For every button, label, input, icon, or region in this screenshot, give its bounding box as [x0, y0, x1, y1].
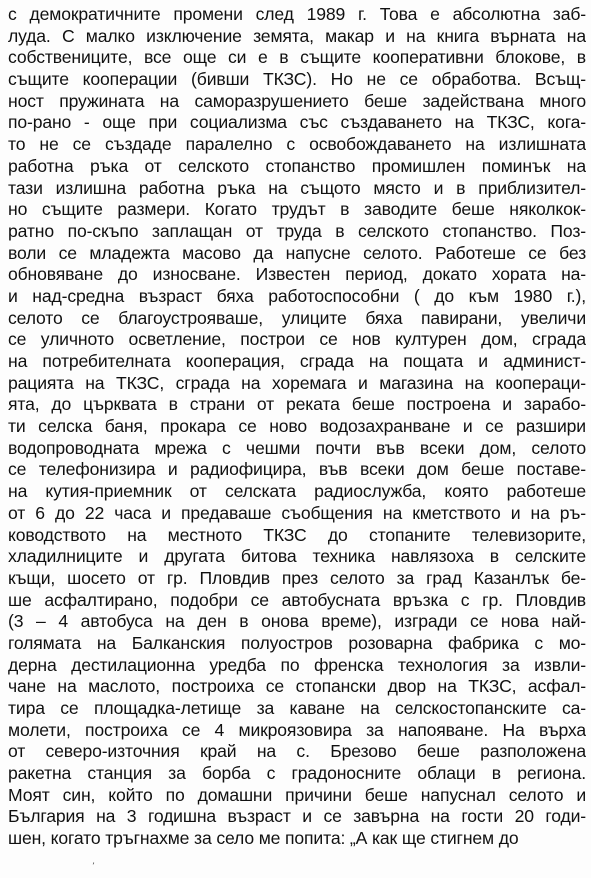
text-line: ратно по-скъпо заплащан от труда в селското стопанство. Поз- — [8, 220, 586, 241]
text-line: то не се създаде паралелно с освобождаването на излишната — [8, 134, 586, 155]
text-line: тира се площадка-летище за каване на селскостопанските са- — [8, 698, 586, 718]
text-line: обновяване до износване. Известен период, докато хората на- — [8, 264, 586, 285]
text-line: Моят син, който по домашни причини беше напуснал селото и — [8, 784, 586, 805]
text-line: се уличното осветление, построи се нов културен дом, сграда — [8, 329, 586, 350]
text-line: (3 – 4 автобуса на ден в онова време), изгради се нова най- — [8, 611, 586, 632]
text-line: водопроводната мрежа с чешми почти във всеки дом, селото — [8, 437, 586, 458]
text-line: тази излишна работна ръка на същото място и в приблизител- — [8, 177, 586, 198]
text-line: с демократичните промени след 1989 г. Това е абсолютна заб- — [8, 4, 586, 24]
text-line: и над-средна възраст бяха работоспособни ( до към 1980 г.), — [8, 285, 586, 306]
text-line: от 6 до 22 часа и предаваше съобщения на кметството и на ръ- — [8, 502, 586, 523]
text-line: ководството на местното ТКЗС до стопаните телевизорите, — [8, 524, 586, 545]
text-line: на кутия-приемник от селската радиослужба, която работеше — [8, 481, 586, 502]
text-line: от северо-източния край на с. Брезово беше разположена — [8, 741, 586, 762]
text-line: луда. С малко изключение земята, макар и на книга върната на — [8, 25, 586, 46]
text-line: по-рано - още при социализма със създаването на ТКЗС, кога- — [8, 112, 586, 133]
scan-speck: ʼ — [92, 862, 95, 872]
text-line: на потребителната кооперация, сграда на пощата и админист- — [8, 351, 586, 371]
body-text — [8, 4, 586, 850]
text-line: селото се благоустрояваше, улиците бяха павирани, увеличи — [8, 307, 586, 328]
text-line: ше асфалтирано, подобри се автобусната връзка с гр. Пловдив — [8, 589, 586, 610]
text-line: ти селска баня, прокара се ново водозахранване и се разшири — [8, 416, 586, 437]
text-line: същите кооперации (бивши ТКЗС). Но не се обработва. Всъщ- — [8, 69, 586, 90]
text-line: шен, когато тръгнахме за село ме попита: „А как ще стигнем до — [8, 828, 519, 849]
text-line: но същите размери. Когато трудът в заводите беше няколкок- — [8, 199, 586, 220]
text-line: молети, построиха се 4 микроязовира за напояване. На върха — [8, 719, 586, 740]
text-line: ракетна станция за борба с градоносните облаци в региона. — [8, 763, 586, 784]
text-line: рацията на ТКЗС, сграда на хоремага и магазина на коопераци- — [8, 372, 586, 393]
text-line: чане на маслото, построиха се стопански двор на ТКЗС, асфал- — [8, 676, 586, 697]
text-line: дерна дестилационна уредба по френска технология за извли- — [8, 654, 586, 675]
text-line: ята, до църквата в страни от реката беше построена и зарабо- — [8, 394, 586, 415]
text-line: работна ръка от селското стопанство промишлен поминък на — [8, 155, 586, 176]
text-line: ност пружината на саморазрушението беше задействана много — [8, 90, 586, 111]
text-line: собствениците, все още си е в същите кооперативни блокове, в — [8, 47, 586, 68]
text-line: воли се младежта масово да напусне селото. Работеше се без — [8, 242, 586, 263]
text-line: хладилниците и другата битова техника навлязоха в селските — [8, 546, 586, 567]
text-line: се телефонизира и радиофицира, във всеки дом беше поставе- — [8, 459, 586, 480]
text-line: голямата на Балканския полуостров розоварна фабрика с мо- — [8, 632, 586, 653]
text-line: България на 3 годишна възраст и се завърна на гости 20 годи- — [8, 806, 586, 827]
text-line: къщи, шосето от гр. Пловдив през селото за град Казанлък бе- — [8, 567, 586, 588]
